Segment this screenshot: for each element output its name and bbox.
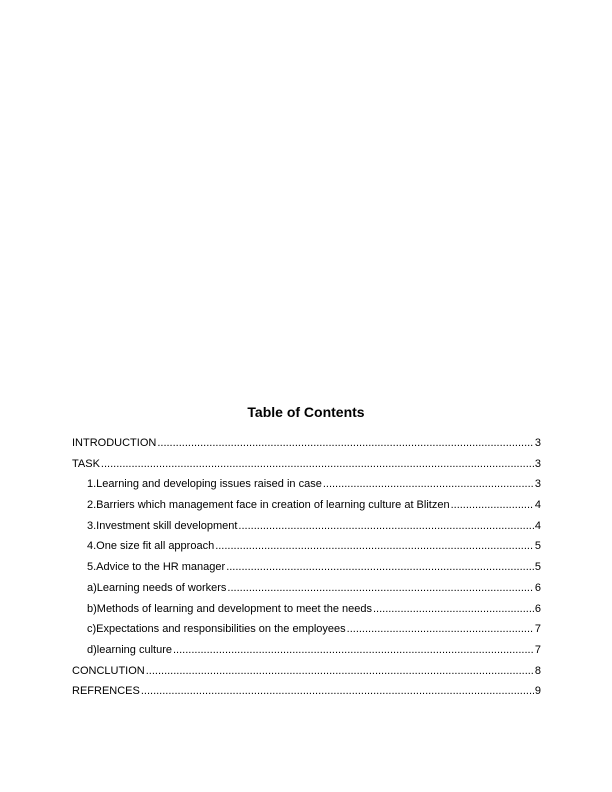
toc-entry-references[interactable] — [72, 681, 541, 702]
toc-entry-page: 3 — [534, 478, 541, 491]
toc-entry-page: 4 — [534, 519, 541, 532]
toc-entry-investment-skill[interactable] — [72, 516, 541, 537]
toc-entry-label: 2.Barriers which management face in creation of learning culture at Blitzen — [87, 499, 450, 512]
toc-entry-page: 6 — [534, 602, 541, 615]
toc-entry-learning-needs[interactable] — [72, 578, 541, 599]
toc-entry-label: 3.Investment skill development — [87, 519, 238, 532]
toc-leader-dots — [323, 474, 534, 495]
toc-leader-dots — [347, 619, 534, 640]
toc-entry-advice-hr[interactable] — [72, 557, 541, 578]
toc-entry-expectations[interactable] — [72, 619, 541, 640]
toc-leader-dots — [226, 557, 534, 578]
toc-leader-dots — [173, 640, 534, 661]
toc-entry-methods[interactable] — [72, 599, 541, 620]
toc-entry-page: 9 — [534, 685, 541, 698]
toc-entry-label: 1.Learning and developing issues raised in case — [87, 478, 322, 491]
toc-leader-dots — [451, 495, 534, 516]
toc-entry-barriers[interactable] — [72, 495, 541, 516]
toc-entry-page: 4 — [534, 499, 541, 512]
toc-entry-label: d)learning culture — [87, 643, 172, 656]
toc-entry-page: 5 — [534, 561, 541, 574]
toc-entry-label: 5.Advice to the HR manager — [87, 561, 226, 574]
toc-entry-page: 7 — [534, 643, 541, 656]
toc-entry-label: b)Methods of learning and development to meet the needs — [87, 602, 372, 615]
toc-leader-dots — [157, 433, 534, 454]
toc-entry-learning-issues[interactable] — [72, 474, 541, 495]
toc-leader-dots — [146, 661, 534, 682]
toc-entry-page: 3 — [534, 457, 541, 470]
toc-entry-page: 5 — [534, 540, 541, 553]
toc-leader-dots — [101, 454, 534, 475]
toc-entry-page: 3 — [534, 437, 541, 449]
toc-entry-task[interactable] — [72, 454, 541, 475]
toc-leader-dots — [373, 599, 534, 620]
toc-leader-dots — [238, 516, 533, 537]
toc-entry-page: 8 — [534, 664, 541, 677]
toc-entry-label: INTRODUCTION — [72, 437, 157, 449]
toc-entry-one-size[interactable] — [72, 536, 541, 557]
toc-title: Table of Contents — [247, 404, 365, 420]
toc-entry-learning-culture[interactable] — [72, 640, 541, 661]
toc-entry-label: a)Learning needs of workers — [87, 581, 227, 594]
toc-entry-label: TASK — [72, 457, 100, 470]
toc-entry-label: c)Expectations and responsibilities on the employees — [87, 623, 346, 636]
toc-entry-page: 7 — [534, 623, 541, 636]
toc-entry-label: CONCLUTION — [72, 664, 145, 677]
toc-entry-conclusion[interactable] — [72, 661, 541, 682]
toc-leader-dots — [227, 578, 533, 599]
toc-entry-label: REFRENCES — [72, 685, 140, 698]
toc-leader-dots — [141, 681, 534, 702]
toc-list — [72, 433, 541, 702]
toc-entry-introduction[interactable] — [72, 433, 541, 454]
toc-entry-page: 6 — [534, 581, 541, 594]
toc-leader-dots — [215, 536, 534, 557]
toc-entry-label: 4.One size fit all approach — [87, 540, 215, 553]
